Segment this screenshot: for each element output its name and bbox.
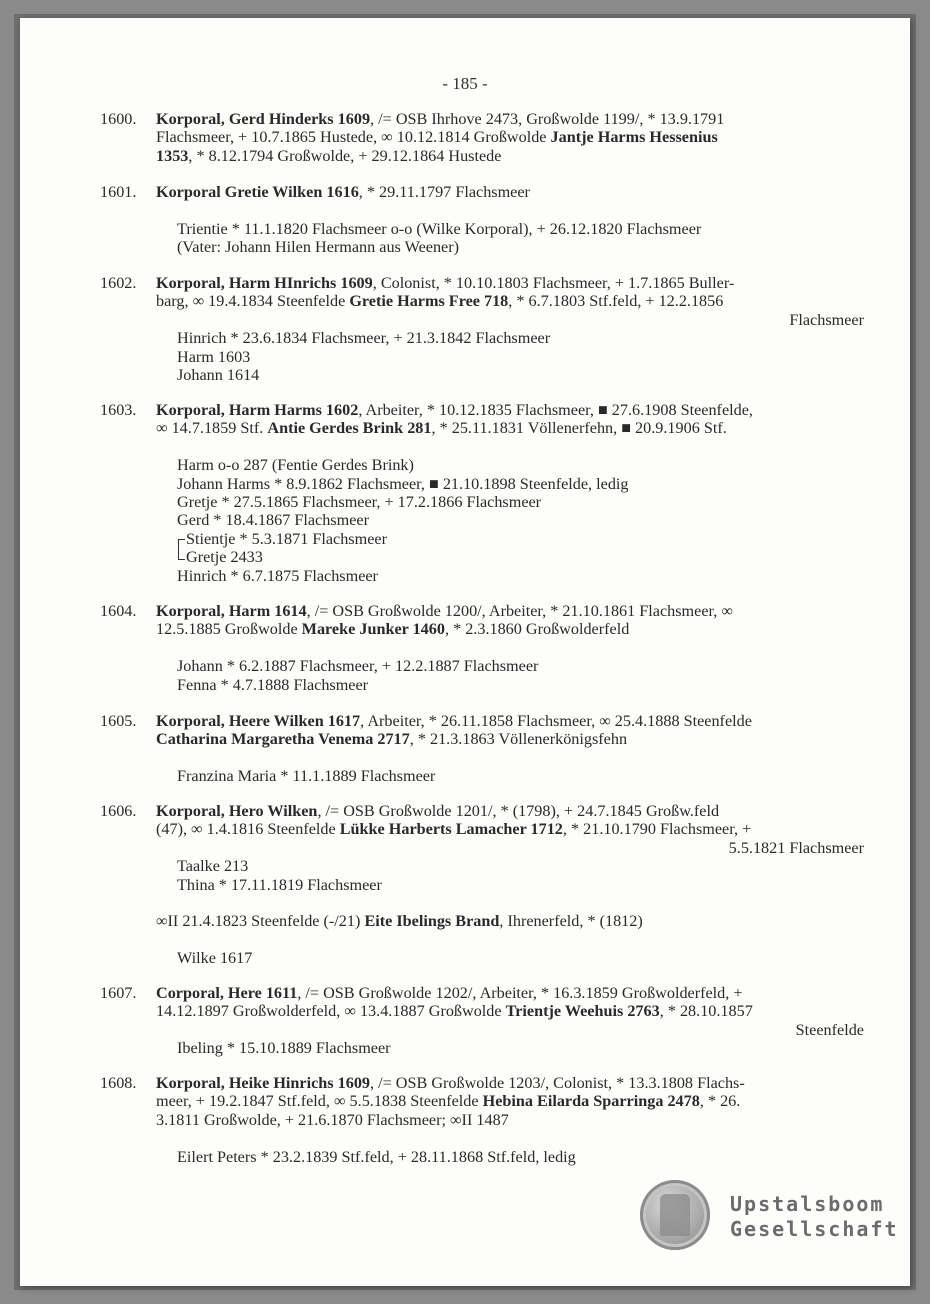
entry-text: , * 21.10.1790 Flachsmeer, + <box>562 820 752 839</box>
document-page <box>20 18 910 1286</box>
child-line: Wilke 1617 <box>177 949 253 968</box>
bracket-line <box>178 539 185 560</box>
child-line: Johann * 6.2.1887 Flachsmeer, + 12.2.1887 Flachsmeer <box>177 657 539 676</box>
entry-text: , /= OSB Großwolde 1201/, * (1798), + 24.7.1845 Großw.feld <box>317 802 720 820</box>
child-line: Ibeling * 15.10.1889 Flachsmeer <box>177 1039 391 1058</box>
entry-number: 1605. <box>100 712 137 730</box>
entry-text: Steenfelde <box>795 1020 864 1039</box>
spouse-name: Antie Gerdes Brink 281 <box>267 419 432 438</box>
entry-text: , * 25.11.1831 Völlenerfehn, ■ 20.9.1906 Stf. <box>431 419 727 438</box>
child-line: Gretje 2433 <box>186 548 263 567</box>
entry-text: , Ihrenerfeld, * (1812) <box>499 912 643 931</box>
entry-text: , * 8.12.1794 Großwolde, + 29.12.1864 Hustede <box>188 146 502 165</box>
child-line: Fenna * 4.7.1888 Flachsmeer <box>177 675 369 694</box>
person-name: Korporal Gretie Wilken 1616 <box>156 183 359 201</box>
spouse-name: Mareke Junker 1460 <box>301 620 445 639</box>
entry-number: 1601. <box>100 183 137 201</box>
spouse-number: 1353 <box>156 146 189 165</box>
entry-1602 <box>100 274 880 389</box>
entry-text: , Colonist, * 10.10.1803 Flachsmeer, + 1.7.1865 Buller- <box>372 274 735 292</box>
entry-1606 <box>100 802 880 977</box>
child-line: Harm o-o 287 (Fentie Gerdes Brink) <box>177 456 414 475</box>
entry-text: , * 26. <box>699 1092 741 1111</box>
entry-text: , * 6.7.1803 Stf.feld, + 12.2.1856 <box>508 292 724 311</box>
spouse-name: Lükke Harberts Lamacher 1712 <box>339 820 563 839</box>
entry-text: 3.1811 Großwolde, + 21.6.1870 Flachsmeer; ∞II 1487 <box>156 1110 509 1129</box>
seal-figure <box>660 1194 690 1236</box>
entry-number: 1604. <box>100 602 137 620</box>
entry-text: , /= OSB Großwolde 1200/, Arbeiter, * 21.10.1861 Flachsmeer, ∞ <box>306 602 733 620</box>
society-name-line2: Gesellschaft <box>730 1217 899 1241</box>
entry-1600 <box>100 110 880 170</box>
entry-number: 1602. <box>100 274 137 292</box>
second-marriage: ∞II 21.4.1823 Steenfelde (-/21) <box>156 912 365 931</box>
entry-text: , /= OSB Ihrhove 2473, Großwolde 1199/, * 13.9.1791 <box>370 110 725 128</box>
child-line: Thina * 17.11.1819 Flachsmeer <box>177 875 382 894</box>
entry-text: , * 21.3.1863 Völlenerkönigsfehn <box>409 730 628 749</box>
person-name: Korporal, Heike Hinrichs 1609 <box>156 1074 371 1092</box>
person-name: Korporal, Harm HInrichs 1609 <box>156 274 373 292</box>
child-line: Trientie * 11.1.1820 Flachsmeer o-o (Wilke Korporal), + 26.12.1820 Flachsmeer <box>177 219 702 238</box>
person-name: Korporal, Heere Wilken 1617 <box>156 712 361 730</box>
entry-1601 <box>100 183 880 263</box>
person-name: Korporal, Gerd Hinderks 1609 <box>156 110 371 128</box>
child-line: Gerd * 18.4.1867 Flachsmeer <box>177 511 369 530</box>
entry-number: 1606. <box>100 802 137 820</box>
person-name: Corporal, Here 1611 <box>156 984 298 1002</box>
entry-text: 14.12.1897 Großwolderfeld, ∞ 13.4.1887 Großwolde <box>156 1002 506 1021</box>
entry-1608 <box>100 1074 880 1174</box>
society-logo-text <box>730 1192 899 1242</box>
entry-1603 <box>100 401 880 591</box>
spouse-name: Hebina Eilarda Sparringa 2478 <box>482 1092 700 1111</box>
spouse-name: Gretie Harms Free 718 <box>349 292 509 311</box>
entry-text: (47), ∞ 1.4.1816 Steenfelde <box>156 820 340 839</box>
entry-text: ∞ 14.7.1859 Stf. <box>156 419 268 438</box>
entry-text: , /= OSB Großwolde 1203/, Colonist, * 13.3.1808 Flachs- <box>370 1074 745 1092</box>
spouse-name: Jantje Harms Hessenius <box>550 128 718 147</box>
child-line: Franzina Maria * 11.1.1889 Flachsmeer <box>177 767 436 786</box>
page-number: - 185 - <box>442 74 488 93</box>
child-line: Stientje * 5.3.1871 Flachsmeer <box>186 529 387 548</box>
entry-number: 1608. <box>100 1074 137 1092</box>
child-line: Taalke 213 <box>177 857 249 876</box>
entry-1605 <box>100 712 880 792</box>
spouse-name: Catharina Margaretha Venema 2717 <box>156 730 410 749</box>
child-line: Gretje * 27.5.1865 Flachsmeer, + 17.2.1866 Flachsmeer <box>177 492 542 511</box>
twins-bracket <box>156 530 864 567</box>
society-name-line1: Upstalsboom <box>730 1192 885 1216</box>
person-name: Korporal, Harm 1614 <box>156 602 307 620</box>
child-line: Harm 1603 <box>177 347 251 366</box>
spouse-name: Trientje Weehuis 2763 <box>505 1002 660 1021</box>
person-name: Korporal, Harm Harms 1602 <box>156 401 359 419</box>
entry-1604 <box>100 602 880 702</box>
child-line: Johann Harms * 8.9.1862 Flachsmeer, ■ 21.10.1898 Steenfelde, ledig <box>177 474 629 493</box>
entry-text: 5.5.1821 Flachsmeer <box>728 838 864 857</box>
child-line: Hinrich * 6.7.1875 Flachsmeer <box>177 566 378 585</box>
entry-text: Flachsmeer, + 10.7.1865 Hustede, ∞ 10.12.1814 Großwolde <box>156 128 551 147</box>
entry-number: 1600. <box>100 110 137 128</box>
entry-1607 <box>100 984 880 1059</box>
entry-text: , * 2.3.1860 Großwolderfeld <box>444 620 630 639</box>
child-line: Hinrich * 23.6.1834 Flachsmeer, + 21.3.1842 Flachsmeer <box>177 329 551 348</box>
society-seal-icon <box>640 1180 710 1250</box>
spouse-name: Eite Ibelings Brand <box>364 912 500 931</box>
entry-text: , * 29.11.1797 Flachsmeer <box>358 183 530 201</box>
entry-text: Flachsmeer <box>789 310 864 329</box>
entry-text: , Arbeiter, * 26.11.1858 Flachsmeer, ∞ 25.4.1888 Steenfelde <box>360 712 752 730</box>
entry-text: , Arbeiter, * 10.12.1835 Flachsmeer, ■ 27.6.1908 Steenfelde, <box>358 401 753 419</box>
entry-text: , * 28.10.1857 <box>659 1002 753 1021</box>
child-line: Johann 1614 <box>177 365 260 384</box>
entry-text: meer, + 19.2.1847 Stf.feld, ∞ 5.5.1838 Steenfelde <box>156 1092 483 1111</box>
entry-text: barg, ∞ 19.4.1834 Steenfelde <box>156 292 350 311</box>
entry-number: 1607. <box>100 984 137 1002</box>
child-line: (Vater: Johann Hilen Hermann aus Weener) <box>177 238 460 257</box>
entry-number: 1603. <box>100 401 137 419</box>
entry-text: , /= OSB Großwolde 1202/, Arbeiter, * 16.3.1859 Großwolderfeld, + <box>297 984 743 1002</box>
entry-text: 12.5.1885 Großwolde <box>156 620 302 639</box>
person-name: Korporal, Hero Wilken <box>156 802 318 820</box>
child-line: Eilert Peters * 23.2.1839 Stf.feld, + 28.11.1868 Stf.feld, ledig <box>177 1147 576 1166</box>
